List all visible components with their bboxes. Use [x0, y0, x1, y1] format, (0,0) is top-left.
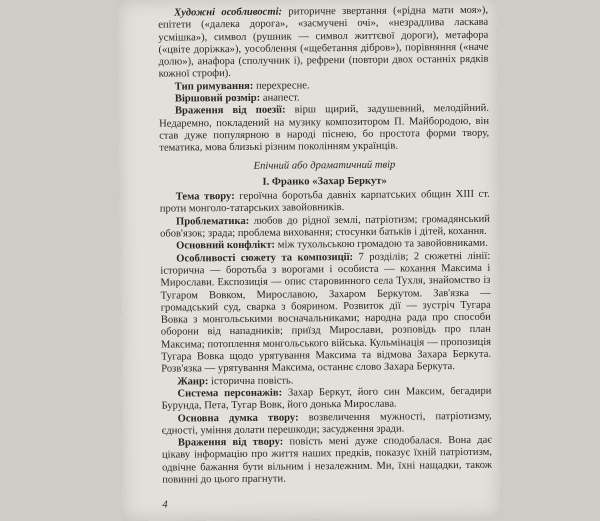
theme-paragraph: [160, 189, 490, 216]
impression-label: Враження від поезії:: [174, 104, 286, 117]
impression2-paragraph: [162, 435, 492, 487]
rhyme-label: Тип римування:: [174, 80, 254, 93]
features-label: Художні особливості:: [174, 6, 283, 19]
genre-text: історична повість.: [208, 375, 294, 387]
conflict-text: між тухольською громадою та завойовниками.: [275, 238, 488, 251]
idea-paragraph: [162, 410, 492, 437]
meter-label: Віршовий розмір:: [174, 92, 261, 105]
problems-label: Проблематика:: [175, 215, 250, 228]
subheading: Епічний або драматичний твір: [253, 159, 396, 172]
characters-text: Захар Беркут, його син Максим, бегадири Бурунда, Пета, Тугар Вовк, його донька Мирослава.: [161, 385, 492, 412]
theme-label: Тема твору:: [175, 191, 235, 203]
theme-text: героїчна боротьба давніх карпатських общин XIII ст. проти монголо-татарських завойовників.: [159, 188, 490, 216]
page-number: 4: [162, 499, 168, 511]
features-text: риторичне звертання («рідна мати моя»), епітети («далека дорога», «засмучені очі», «незрадлива ласкава усмішка»), символ (рушник — символ життєвої дороги), метафора («цвіте доріжка»), уособлення («щебетання дібров»), порівняння («наче долю»), анафора (сполучник і), рефрени (повтори двох останніх рядків кожної строфи).: [158, 4, 489, 81]
features-paragraph: [158, 5, 489, 82]
problems-text: любов до рідної землі, патріотизм; громадянський обов'язок; зрада; проблема виховання; стосунки батьків і дітей, кохання.: [159, 213, 490, 240]
plot-label: Особливості сюжету та композиції:: [176, 251, 354, 265]
idea-text: возвеличення мужності, патріотизму, єдності, уміння долати перешкоди; засудження зради.: [161, 410, 492, 437]
plot-paragraph: [160, 250, 491, 376]
plot-text: 7 розділів; 2 сюжетні лінії: історична — боротьба з ворогами і особиста — кохання Максима і Мирослави. Експозиція — опис старовинного села Тухля, знайомство із Тугаром Вовком, Мирославою, Захаром Беркутом. Зав'язка — громадський суд, сварка з боярином. Розвиток дії — зустріч Тугара Вовка з монгольськими восначальниками; народна рада про способи оборони від нападників; приїзд Мирослави, розповідь про план Максима; потоплення монгольського війська. Кульмінація — пропозиція Тугара Вовка щодо урятування Максима та відмова Захара Беркута. Розв'язка — урятування Максима, останнє слово Захара Беркута.: [160, 250, 492, 375]
impression-text: вірш щирий, задушевний, мелодійний. Недаремно, покладений на музику композитором П. Майбородою, він став дуже популярною в народі піснею, бо простота форми твору, тематика, мова близькі різним поколінням українців.: [159, 103, 490, 154]
impression2-text: повість мені дуже сподобалася. Вона дає цікаву інформацію про життя наших предків, показує їхній патріотизм, одвічне бажання бути вільним і незалежним. Ми, їхні нащадки, також повинні до цього прагнути.: [161, 434, 493, 486]
conflict-label: Основний конфлікт:: [176, 239, 276, 252]
impression2-label: Враження від твору:: [177, 436, 284, 449]
problems-paragraph: [160, 214, 490, 241]
rhyme-text: перехресне.: [253, 80, 310, 92]
impression-paragraph: [159, 103, 489, 155]
work-title: І. Франко «Захар Беркут»: [262, 175, 387, 188]
page-content: [158, 5, 492, 487]
characters-label: Система персонажів:: [177, 387, 283, 400]
meter-text: анапест.: [260, 92, 300, 104]
characters-paragraph: [161, 386, 491, 413]
genre-label: Жанр:: [177, 375, 209, 388]
idea-label: Основна думка твору:: [177, 411, 299, 424]
book-page: [118, 0, 501, 521]
